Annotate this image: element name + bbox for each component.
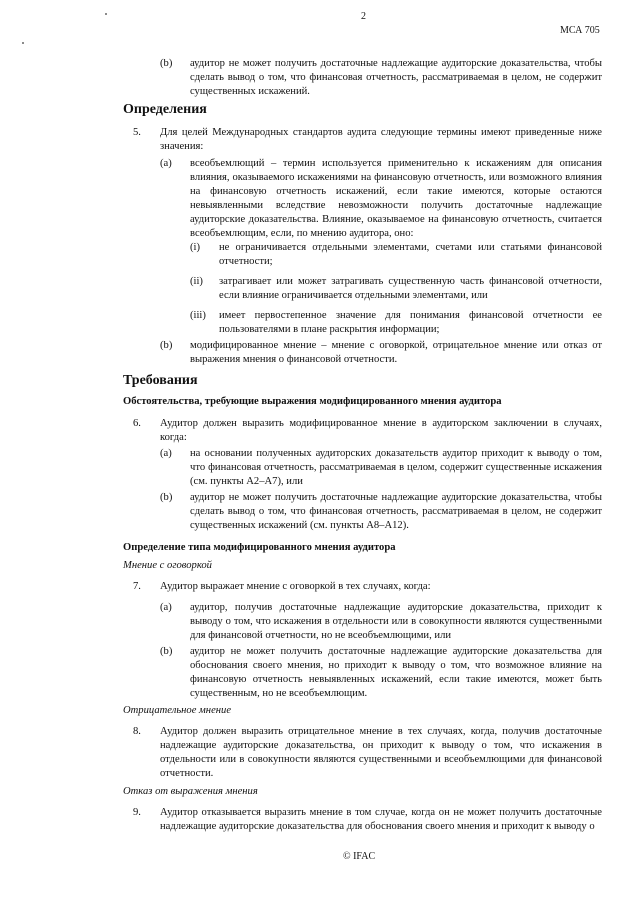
subitem-label: (ii) <box>190 276 203 287</box>
item-label: (a) <box>160 158 172 169</box>
item-label: (b) <box>160 492 173 503</box>
subsection-heading: Определение типа модифицированного мнения аудитора <box>123 542 396 553</box>
subitem-label: (iii) <box>190 310 206 321</box>
subitem-text: имеет первостепенное значение для понимания финансовой отчетности ее пользователями в плане раскрытия информации; <box>219 310 602 335</box>
subitem-text: затрагивает или может затрагивать существенную часть финансовой отчетности, если влияние ограничивается отдельными элементами, или <box>219 276 602 301</box>
subsection-title: Мнение с оговоркой <box>123 560 212 571</box>
paragraph-number: 8. <box>133 726 141 737</box>
item-label: (b) <box>160 340 173 351</box>
paragraph-text: Аудитор должен выразить модифицированное мнение в аудиторском заключении в случаях, когда: <box>160 418 602 443</box>
paragraph-text: Аудитор выражает мнение с оговоркой в тех случаях, когда: <box>160 581 431 592</box>
page-number: 2 <box>361 11 366 22</box>
paragraph-text: Для целей Международных стандартов аудита следующие термины имеют приведенные ниже значения: <box>160 127 602 152</box>
subsection-title: Отказ от выражения мнения <box>123 786 258 797</box>
item-text: модифицированное мнение – мнение с оговоркой, отрицательное мнение или отказ от выражения мнения о финансовой отчетности. <box>190 340 602 365</box>
paragraph-text: Аудитор отказывается выразить мнение в том случае, когда он не может получить достаточные надлежащие аудиторские доказательства для обоснования своего мнения и приходит к выводу о <box>160 807 602 832</box>
subsection-title: Отрицательное мнение <box>123 705 232 716</box>
item-text: аудитор, получив достаточные надлежащие аудиторские доказательства, приходит к выводу о том, что искажения в отдельности или в совокупности являются существенными для финансовой отчетности, но не всеобъемлющими, или <box>190 602 602 641</box>
document-code: МСА 705 <box>560 25 600 36</box>
paragraph-number: 9. <box>133 807 141 818</box>
paragraph-number: 6. <box>133 418 141 429</box>
item-label: (b) <box>160 58 173 69</box>
paragraph-number: 5. <box>133 127 141 138</box>
scan-speck <box>105 13 107 15</box>
footer-copyright: © IFAC <box>343 851 376 862</box>
item-label: (b) <box>160 646 173 657</box>
item-label: (a) <box>160 448 172 459</box>
item-text: аудитор не может получить достаточные надлежащие аудиторские доказательства, чтобы сделать вывод о том, что финансовая отчетность, рассматриваемая в целом, не содержит существенных искажений. <box>190 58 602 97</box>
subitem-label: (i) <box>190 242 200 253</box>
paragraph-text: Аудитор должен выразить отрицательное мнение в тех случаях, когда, получив достаточные надлежащие аудиторские доказательства, он приходит к выводу о том, что искажения в отдельности или в совокупности являются существенными и всеобъемлющими для финансовой отчетности. <box>160 726 602 779</box>
item-text: всеобъемлющий – термин используется применительно к искажениям для описания влияния, оказываемого искажениями на финансовую отчетность, или возможного влияния на финансовую отчетность искажений, если такие имеются, которые остаются невыявленными вследствие невозможности получить достаточные надлежащие аудиторские доказательства. Влияние, оказываемое на финансовую отчетность, считается всеобъемлющим, если, по мнению аудитора, оно: <box>190 158 602 239</box>
item-text: на основании полученных аудиторских доказательств аудитор приходит к выводу о том, что финансовая отчетность, рассматриваемая в целом, содержит существенные искажения (см. пункты A2–A7), или <box>190 448 602 487</box>
paragraph-number: 7. <box>133 581 141 592</box>
item-label: (a) <box>160 602 172 613</box>
item-text: аудитор не может получить достаточные надлежащие аудиторские доказательства для обоснования своего мнения, но приходит к выводу о том, что возможное влияние на финансовую отчетность невыявленных искажений, если такие имеются, может быть существенным, но не всеобъемлющим. <box>190 646 602 699</box>
subitem-text: не ограничивается отдельными элементами, счетами или статьями финансовой отчетности; <box>219 242 602 267</box>
item-text: аудитор не может получить достаточные надлежащие аудиторские доказательства, чтобы сделать вывод о том, что финансовая отчетность, рассматриваемая в целом, не содержит существенных искажений (см. пункты A8–A12). <box>190 492 602 531</box>
scan-speck <box>22 42 24 44</box>
section-heading-definitions: Определения <box>123 102 207 117</box>
subsection-heading: Обстоятельства, требующие выражения модифицированного мнения аудитора <box>123 396 502 407</box>
section-heading-requirements: Требования <box>123 373 198 388</box>
